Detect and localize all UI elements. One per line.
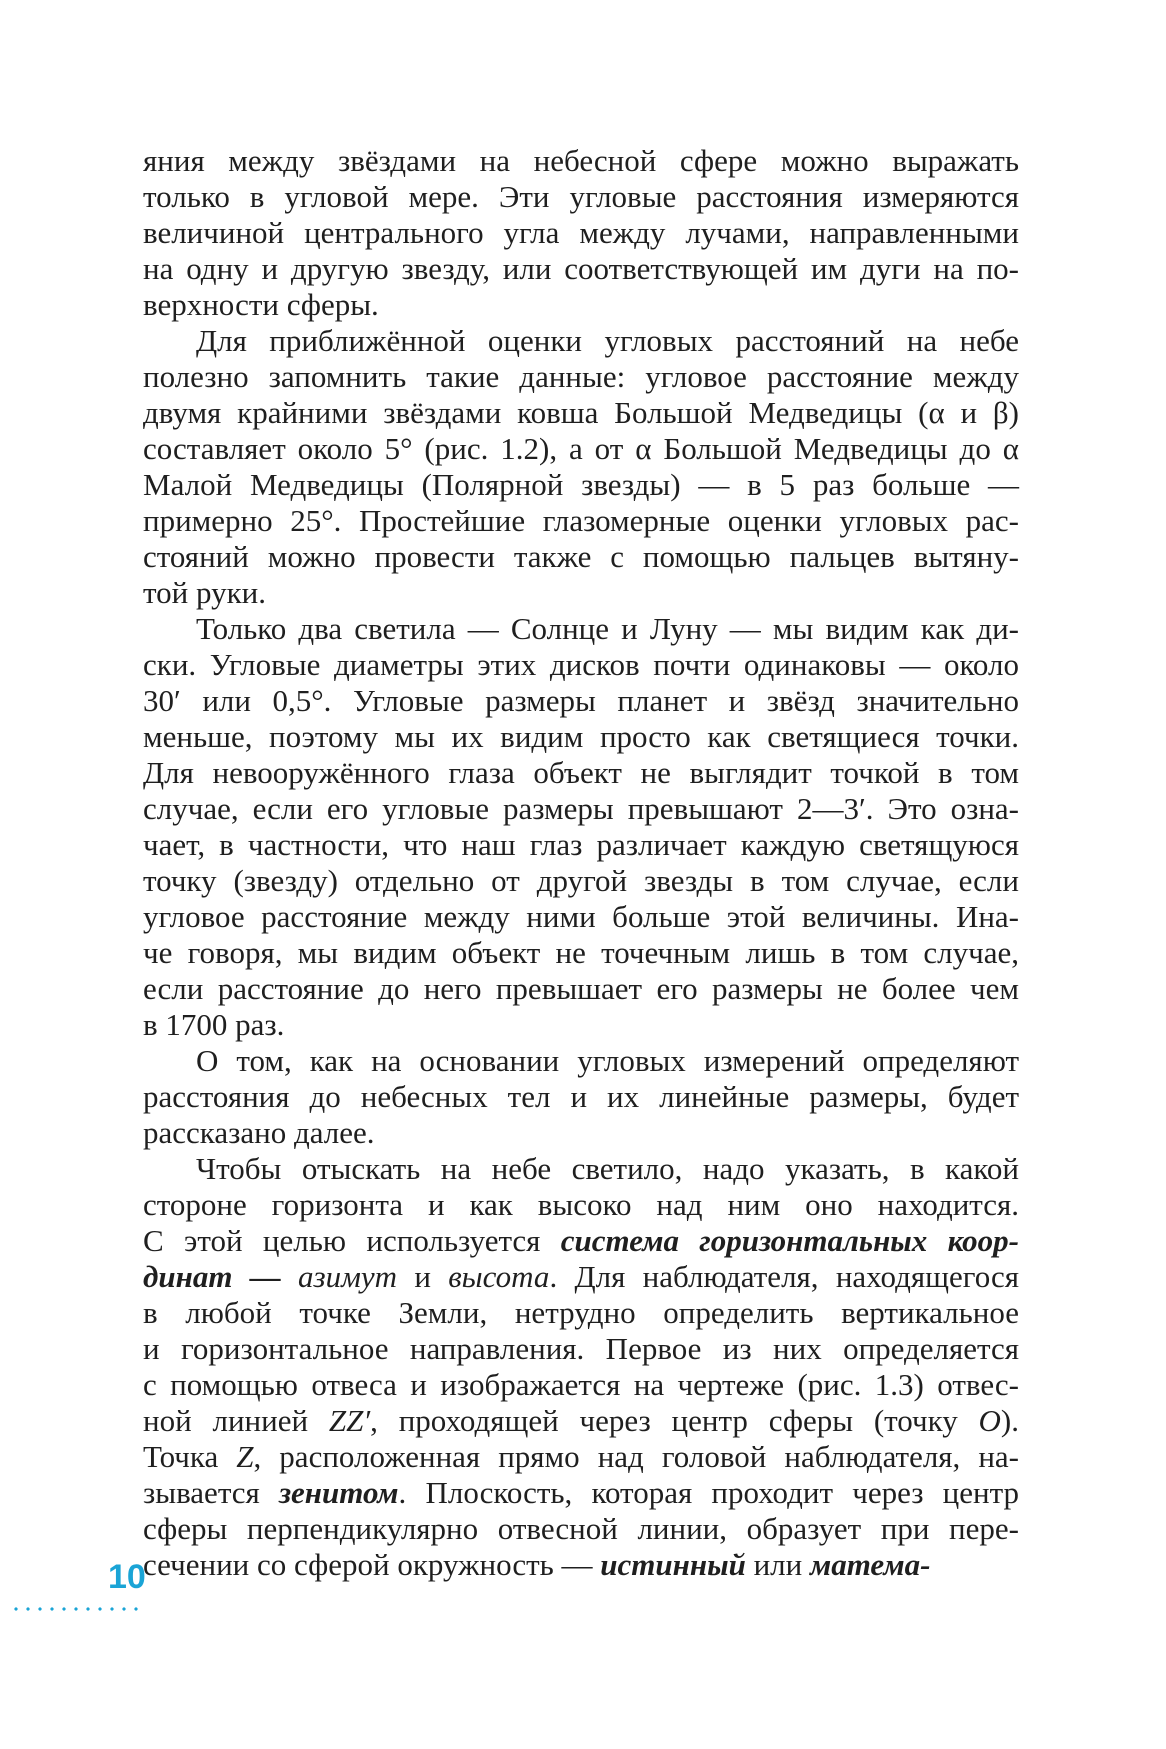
text-line: [143, 1475, 1019, 1511]
text-run: сферы перпендикулярно отвесной линии, образует при пере-: [143, 1511, 1019, 1546]
text-line: [143, 755, 1019, 791]
text-run: зывается: [143, 1475, 279, 1510]
text-line: [143, 1331, 1019, 1367]
text-run: величиной центрального угла между лучами, направленными: [143, 215, 1019, 250]
emphasized-term: зенитом: [278, 1475, 399, 1510]
text-line: [143, 467, 1019, 503]
text-run: Для приближённой оценки угловых расстояний на небе: [196, 323, 1019, 358]
text-line: [143, 1151, 1019, 1187]
text-line: [143, 791, 1019, 827]
text-run: Малой Медведицы (Полярной звезды) — в 5 раз больше —: [143, 467, 1019, 502]
text-run: , расположенная прямо над головой наблюдателя, на-: [253, 1439, 1020, 1474]
text-run: чает, в частности, что наш глаз различает каждую светящуюся: [143, 827, 1019, 862]
emphasized-term: истинный: [600, 1547, 746, 1582]
text-run: . Плоскость, которая проходит через центр: [398, 1475, 1020, 1510]
text-run: если расстояние до него превышает его размеры не более чем: [143, 971, 1019, 1006]
text-run: составляет около 5° (рис. 1.2), а от α Большой Медведицы до α: [143, 431, 1019, 466]
text-line: [143, 1079, 1019, 1115]
text-run: стояний можно провести также с помощью пальцев вытяну-: [143, 539, 1019, 574]
text-run: ).: [1000, 1403, 1019, 1438]
text-line: [143, 1223, 1019, 1259]
text-run: рассказано далее.: [143, 1115, 375, 1150]
text-line: [143, 287, 1019, 323]
text-line: [143, 1367, 1019, 1403]
text-run: 30′ или 0,5°. Угловые размеры планет и звёзд значительно: [143, 683, 1019, 718]
text-line: [143, 431, 1019, 467]
text-run: сечении со сферой окружность —: [143, 1547, 601, 1582]
text-line: [143, 719, 1019, 755]
text-run: примерно 25°. Простейшие глазомерные оценки угловых рас-: [143, 503, 1019, 538]
text-run: Только два светила — Солнце и Луну — мы видим как ди-: [196, 611, 1019, 646]
text-line: [143, 179, 1019, 215]
text-run: расстояния до небесных тел и их линейные размеры, будет: [143, 1079, 1019, 1114]
text-run: верхности сферы.: [143, 287, 379, 322]
emphasized-term: азимут: [298, 1259, 398, 1294]
text-run: полезно запомнить такие данные: угловое расстояние между: [143, 359, 1019, 394]
text-run: О том, как на основании угловых измерений определяют: [196, 1043, 1019, 1078]
text-line: [143, 1007, 1019, 1043]
text-run: в любой точке Земли, нетрудно определить вертикальное: [143, 1295, 1019, 1330]
text-line: [143, 971, 1019, 1007]
emphasized-term: матема-: [809, 1547, 931, 1582]
text-line: [143, 1259, 1019, 1295]
emphasized-term: система горизонтальных коор-: [560, 1223, 1019, 1258]
text-line: [143, 539, 1019, 575]
text-run: меньше, поэтому мы их видим просто как светящиеся точки.: [143, 719, 1019, 754]
text-line: [143, 647, 1019, 683]
text-line: [143, 1187, 1019, 1223]
emphasized-term: O: [978, 1403, 1001, 1438]
text-run: . Для наблюдателя, находящегося: [549, 1259, 1020, 1294]
text-run: только в угловой мере. Эти угловые расстояния измеряются: [143, 179, 1019, 214]
text-line: [143, 1403, 1019, 1439]
emphasized-term: высота: [448, 1259, 550, 1294]
text-line: [143, 395, 1019, 431]
text-run: стороне горизонта и как высоко над ним оно находится.: [143, 1187, 1019, 1222]
text-run: С этой целью используется: [143, 1223, 561, 1258]
text-run: в 1700 раз.: [143, 1007, 285, 1042]
emphasized-term: Z: [236, 1439, 254, 1474]
text-run: , проходящей через центр сферы (точку: [370, 1403, 979, 1438]
text-line: [143, 611, 1019, 647]
emphasized-term: ZZ′: [328, 1403, 371, 1438]
text-run: Чтобы отыскать на небе светило, надо указать, в какой: [196, 1151, 1019, 1186]
text-line: [143, 1511, 1019, 1547]
text-line: [143, 1043, 1019, 1079]
text-run: на одну и другую звезду, или соответствующей им дуги на по-: [143, 251, 1019, 286]
text-line: [143, 251, 1019, 287]
emphasized-term: динат —: [143, 1259, 299, 1294]
text-line: [143, 1547, 1019, 1583]
text-run: яния между звёздами на небесной сфере можно выражать: [143, 143, 1019, 178]
text-line: [143, 1115, 1019, 1151]
text-run: ски. Угловые диаметры этих дисков почти одинаковы — около: [143, 647, 1019, 682]
text-line: [143, 899, 1019, 935]
text-line: [143, 1295, 1019, 1331]
body-text: [143, 143, 1019, 1583]
text-run: угловое расстояние между ними больше этой величины. Ина-: [143, 899, 1019, 934]
text-run: и горизонтальное направления. Первое из них определяется: [143, 1331, 1019, 1366]
text-line: [143, 683, 1019, 719]
text-line: [143, 143, 1019, 179]
text-line: [143, 323, 1019, 359]
page-number: 10: [108, 1558, 146, 1596]
text-run: Для невооружённого глаза объект не выглядит точкой в том: [143, 755, 1019, 790]
text-line: [143, 935, 1019, 971]
text-run: или: [745, 1547, 810, 1582]
text-line: [143, 575, 1019, 611]
text-line: [143, 215, 1019, 251]
text-line: [143, 359, 1019, 395]
text-run: ной линией: [143, 1403, 329, 1438]
text-run: двумя крайними звёздами ковша Большой Медведицы (α и β): [143, 395, 1019, 430]
text-line: [143, 1439, 1019, 1475]
text-run: Точка: [143, 1439, 237, 1474]
text-line: [143, 827, 1019, 863]
text-line: [143, 503, 1019, 539]
text-run: случае, если его угловые размеры превышают 2—3′. Это озна-: [143, 791, 1019, 826]
text-line: [143, 863, 1019, 899]
text-run: и: [397, 1259, 449, 1294]
text-run: той руки.: [143, 575, 266, 610]
dotted-rule: [10, 1607, 144, 1611]
text-run: че говоря, мы видим объект не точечным лишь в том случае,: [143, 935, 1019, 970]
text-run: точку (звезду) отдельно от другой звезды в том случае, если: [143, 863, 1019, 898]
text-run: с помощью отвеса и изображается на чертеже (рис. 1.3) отвес-: [143, 1367, 1019, 1402]
